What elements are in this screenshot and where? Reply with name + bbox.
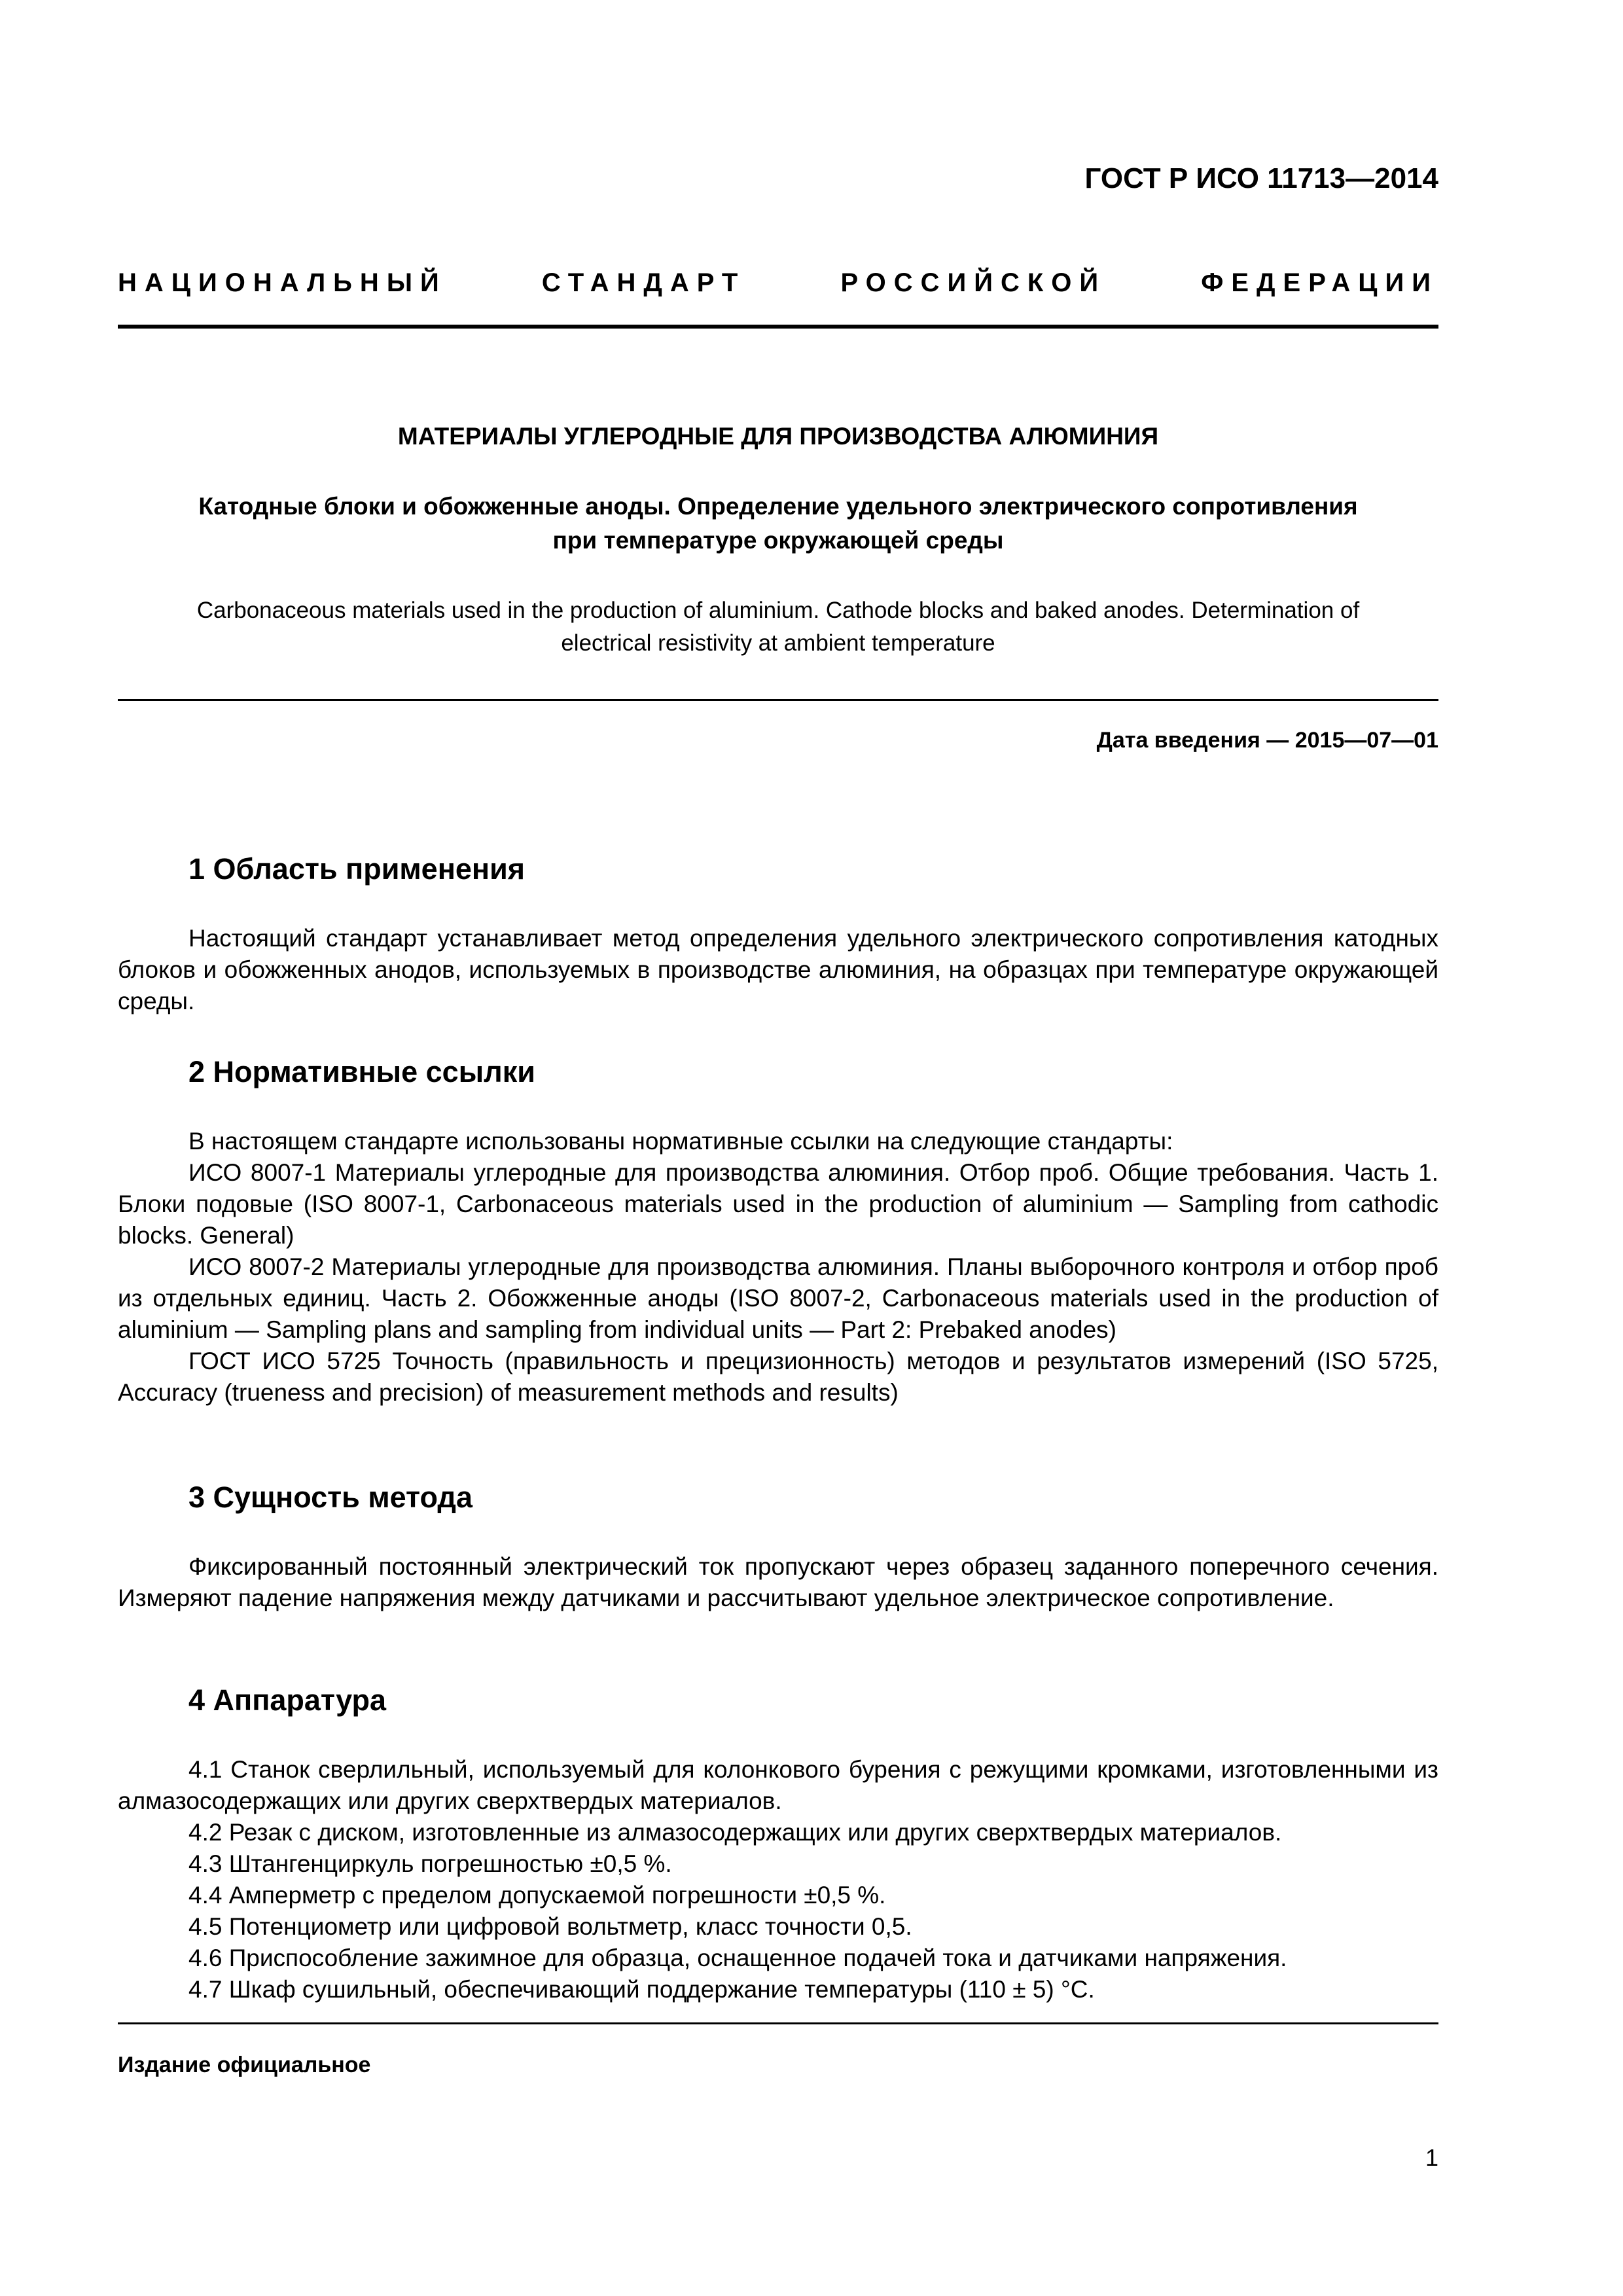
- apparatus-item: 4.6 Приспособление зажимное для образца, оснащенное подачей тока и датчиками напряжения.: [188, 1945, 1287, 1971]
- english-title: [144, 594, 1412, 660]
- document-id: ГОСТ Р ИСО 11713—2014: [1084, 162, 1438, 194]
- apparatus-item: 4.3 Штангенциркуль погрешностью ±0,5 %.: [188, 1850, 672, 1877]
- section-heading-method: 3 Сущность метода: [188, 1480, 473, 1514]
- section-body-references: [118, 1126, 1438, 1408]
- reference-item: ИСО 8007-1 Материалы углеродные для производства алюминия. Отбор проб. Общие требования. Часть 1. Блоки подовые (ISO 8007-1, Carbonaceous materials used in the production of aluminium — Sampling from cathodic blocks. General): [118, 1159, 1438, 1249]
- national-standard-title: [118, 268, 1438, 298]
- section-body-apparatus: [118, 1754, 1438, 2005]
- national-standard-word: РОССИЙСКОЙ: [840, 268, 1107, 297]
- reference-item: ГОСТ ИСО 5725 Точность (правильность и прецизионность) методов и результатов измерений (ISO 5725, Accuracy (trueness and precision) of measurement methods and results): [118, 1348, 1438, 1406]
- document-page: [118, 0, 1438, 2296]
- edition-label: Издание официальное: [118, 2053, 371, 2077]
- english-title-line: electrical resistivity at ambient temperature: [561, 630, 995, 656]
- apparatus-item: 4.1 Станок сверлильный, используемый для колонкового бурения с режущими кромками, изготовленными из алмазосодержащих или других сверхтвердых материалов.: [118, 1756, 1438, 1814]
- section-heading-scope: 1 Область применения: [188, 852, 526, 886]
- subtitle: [118, 490, 1438, 558]
- reference-item: ИСО 8007-2 Материалы углеродные для производства алюминия. Планы выборочного контроля и отбор проб из отдельных единиц. Часть 2. Обожженные аноды (ISO 8007-2, Carbonaceous materials used in the production of aluminium — Sampling plans and sampling from individual units — Part 2: Prebaked anodes): [118, 1253, 1438, 1343]
- subtitle-line: при температуре окружающей среды: [552, 527, 1004, 554]
- apparatus-item: 4.5 Потенциометр или цифровой вольтметр, класс точности 0,5.: [188, 1913, 912, 1940]
- title-divider: [118, 699, 1438, 701]
- section-body-scope: [118, 923, 1438, 1017]
- section-body-method: [118, 1551, 1438, 1614]
- paragraph: Фиксированный постоянный электрический ток пропускают через образец заданного поперечного сечения. Измеряют падение напряжения между датчиками и рассчитывают удельное электрическое сопротивление.: [118, 1553, 1438, 1611]
- national-standard-word: НАЦИОНАЛЬНЫЙ: [118, 268, 447, 297]
- apparatus-item: 4.4 Амперметр с пределом допускаемой погрешности ±0,5 %.: [188, 1882, 886, 1909]
- national-standard-word: ФЕДЕРАЦИИ: [1201, 268, 1438, 297]
- main-title: МАТЕРИАЛЫ УГЛЕРОДНЫЕ ДЛЯ ПРОИЗВОДСТВА АЛЮМИНИЯ: [397, 423, 1159, 450]
- section-heading-references: 2 Нормативные ссылки: [188, 1055, 535, 1088]
- header-divider: [118, 325, 1438, 329]
- subtitle-line: Катодные блоки и обожженные аноды. Определение удельного электрического сопротивления: [198, 493, 1358, 520]
- introduction-date: Дата введения — 2015—07—01: [1096, 728, 1438, 753]
- footer-divider: [118, 2022, 1438, 2024]
- apparatus-item: 4.7 Шкаф сушильный, обеспечивающий поддержание температуры (110 ± 5) °С.: [188, 1976, 1095, 2003]
- english-title-line: Carbonaceous materials used in the production of aluminium. Cathode blocks and baked anodes. Determination of: [196, 598, 1360, 623]
- paragraph: В настоящем стандарте использованы нормативные ссылки на следующие стандарты:: [188, 1128, 1173, 1155]
- section-heading-apparatus: 4 Аппаратура: [188, 1683, 387, 1717]
- page-number: 1: [1425, 2144, 1438, 2171]
- paragraph: Настоящий стандарт устанавливает метод определения удельного электрического сопротивления катодных блоков и обожженных анодов, используемых в производстве алюминия, на образцах при температуре окружающей среды.: [118, 925, 1438, 1014]
- apparatus-item: 4.2 Резак с диском, изготовленные из алмазосодержащих или других сверхтвердых материалов.: [188, 1819, 1282, 1846]
- national-standard-word: СТАНДАРТ: [541, 268, 746, 297]
